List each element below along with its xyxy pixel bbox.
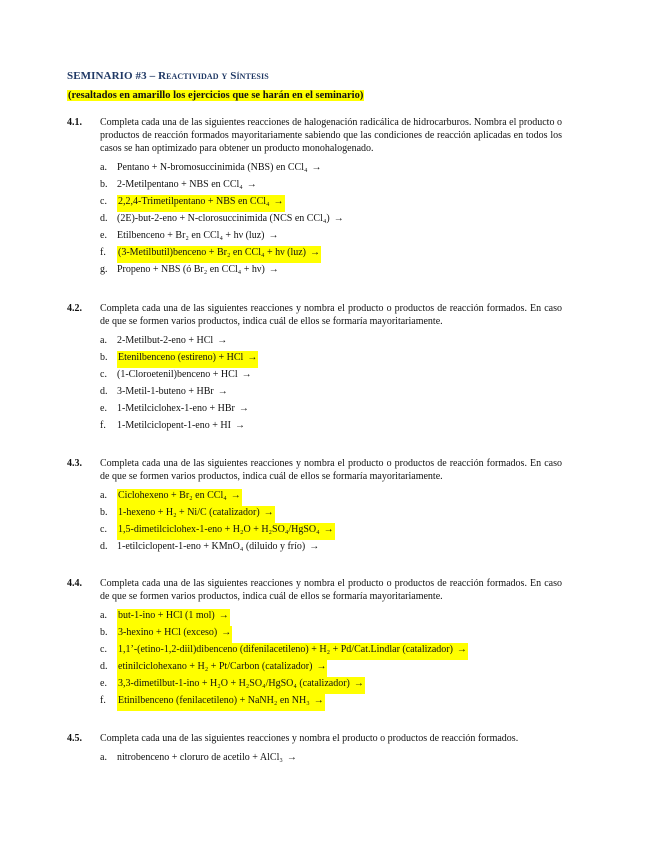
exercise-instructions: Completa cada una de las siguientes reacciones y nombra el producto o productos de reacción formados. En caso de que se formen varios productos, indica cuál de ellos se formaría mayoritariamente. <box>100 303 562 327</box>
reaction-arrow-icon: → <box>323 524 334 535</box>
reaction-text <box>117 178 257 195</box>
item-letter: d. <box>100 541 108 552</box>
item-letter: f. <box>100 247 106 258</box>
reaction-arrow-icon: → <box>353 678 364 689</box>
exercise-number: 4.2. <box>67 303 82 314</box>
highlighted-reaction-text <box>117 351 258 368</box>
reaction-equation: (1-Cloroetenil)benceno + HCl <box>117 369 238 380</box>
highlighted-reaction-text <box>117 506 275 523</box>
item-letter: b. <box>100 352 108 363</box>
item-letter: c. <box>100 644 107 655</box>
reaction-item <box>100 489 562 506</box>
reaction-list <box>100 334 562 436</box>
item-letter: e. <box>100 230 107 241</box>
reaction-arrow-icon: → <box>217 386 228 397</box>
reaction-equation: 3-hexino + HCl (exceso) <box>118 627 218 638</box>
reaction-text <box>117 385 228 402</box>
exercise-section <box>67 302 562 436</box>
reaction-item <box>100 523 562 540</box>
reaction-text <box>117 402 249 419</box>
item-letter: f. <box>100 420 106 431</box>
title-dash: – <box>146 70 159 82</box>
exercise-number: 4.5. <box>67 733 82 744</box>
highlighted-reaction-text <box>117 677 365 694</box>
highlighted-reaction-text <box>117 246 321 263</box>
reaction-equation: Etenilbenceno (estireno) + HCl <box>118 352 244 363</box>
reaction-arrow-icon: → <box>310 247 321 258</box>
reaction-equation: Etinilbenceno (fenilacetileno) + NaNH₂ en NH₃ <box>118 695 310 706</box>
reaction-text <box>117 334 227 351</box>
reaction-arrow-icon: → <box>230 490 241 501</box>
item-letter: b. <box>100 507 108 518</box>
reaction-equation: but-1-ino + HCl (1 mol) <box>118 610 215 621</box>
reaction-list <box>100 161 562 280</box>
item-letter: e. <box>100 678 107 689</box>
reaction-equation: 1,5-dimetilciclohex-1-eno + H₂O + H₂SO₄/HgSO₄ <box>118 524 320 535</box>
reaction-equation: etinilciclohexano + H₂ + Pt/Carbon (catalizador) <box>118 661 313 672</box>
reaction-equation: 1-Metilciclopent-1-eno + HI <box>117 420 231 431</box>
item-letter: a. <box>100 610 107 621</box>
reaction-arrow-icon: → <box>316 661 327 672</box>
reaction-item <box>100 351 562 368</box>
reaction-arrow-icon: → <box>268 264 279 275</box>
reaction-arrow-icon: → <box>221 627 232 638</box>
reaction-list <box>100 751 562 768</box>
document-title <box>67 70 269 82</box>
reaction-arrow-icon: → <box>333 213 344 224</box>
reaction-list <box>100 609 562 711</box>
highlighted-reaction-text <box>117 523 335 540</box>
reaction-text <box>117 540 319 557</box>
reaction-text <box>117 229 278 246</box>
exercise-section <box>67 732 562 768</box>
reaction-equation: 1-etilciclopent-1-eno + KMnO₄ (diluido y frío) <box>117 541 306 552</box>
reaction-item <box>100 246 562 263</box>
reaction-item <box>100 229 562 246</box>
item-letter: d. <box>100 386 108 397</box>
exercise-section <box>67 116 562 280</box>
reaction-arrow-icon: → <box>246 179 257 190</box>
reaction-item <box>100 334 562 351</box>
highlighted-reaction-text <box>117 489 242 506</box>
reaction-arrow-icon: → <box>241 369 252 380</box>
reaction-arrow-icon: → <box>286 752 297 763</box>
reaction-equation: 3-Metil-1-buteno + HBr <box>117 386 214 397</box>
reaction-equation: nitrobenceno + cloruro de acetilo + AlCl₃ <box>117 752 283 763</box>
reaction-item <box>100 419 562 436</box>
reaction-text <box>117 161 322 178</box>
reaction-item <box>100 609 562 626</box>
highlight-note: (resaltados en amarillo los ejercicios que se harán en el seminario) <box>68 90 364 101</box>
item-letter: f. <box>100 695 106 706</box>
item-letter: a. <box>100 490 107 501</box>
reaction-equation: 2-Metilpentano + NBS en CCl₄ <box>117 179 243 190</box>
reaction-text <box>117 263 279 280</box>
item-letter: c. <box>100 369 107 380</box>
exercise-number: 4.4. <box>67 578 82 589</box>
reaction-equation: (3-Metilbutil)benceno + Br₂ en CCl₄ + hν (luz) <box>118 247 307 258</box>
reaction-equation: Propeno + NBS (ó Br₂ en CCl₄ + hν) <box>117 264 265 275</box>
exercise-instructions: Completa cada una de las siguientes reacciones y nombra el producto o productos de reacción formados. <box>100 733 519 744</box>
reaction-arrow-icon: → <box>217 335 228 346</box>
reaction-arrow-icon: → <box>218 610 229 621</box>
reaction-item <box>100 540 562 557</box>
reaction-item <box>100 178 562 195</box>
exercise-statement <box>67 302 562 328</box>
reaction-equation: 2-Metilbut-2-eno + HCl <box>117 335 214 346</box>
reaction-arrow-icon: → <box>456 644 467 655</box>
item-letter: a. <box>100 162 107 173</box>
highlighted-reaction-text <box>117 660 327 677</box>
reaction-text <box>117 212 344 229</box>
exercise-instructions: Completa cada una de las siguientes reacciones de halogenación radicálica de hidrocarburos. Nombra el producto o productos de reacción formados mayoritariamente sabiendo que las condiciones de reacción aplicadas en todos los casos se han optimizado para obtener un producto monohalogenado. <box>100 117 562 154</box>
reaction-text <box>117 368 252 385</box>
reaction-arrow-icon: → <box>238 403 249 414</box>
item-letter: c. <box>100 524 107 535</box>
reaction-text <box>117 419 245 436</box>
exercise-section <box>67 457 562 557</box>
exercise-instructions: Completa cada una de las siguientes reacciones y nombra el producto o productos de reacción formados. En caso de que se formen varios productos, indica cuál de ellos se formaría mayoritariamente. <box>100 458 562 482</box>
reaction-item <box>100 677 562 694</box>
reaction-item <box>100 643 562 660</box>
item-letter: g. <box>100 264 108 275</box>
item-letter: a. <box>100 752 107 763</box>
reaction-equation: Pentano + N-bromosuccinimida (NBS) en CCl₄ <box>117 162 308 173</box>
reaction-arrow-icon: → <box>273 196 284 207</box>
reaction-arrow-icon: → <box>268 230 279 241</box>
reaction-item <box>100 212 562 229</box>
reaction-item <box>100 161 562 178</box>
reaction-arrow-icon: → <box>311 162 322 173</box>
item-letter: e. <box>100 403 107 414</box>
reaction-arrow-icon: → <box>313 695 324 706</box>
reaction-arrow-icon: → <box>247 352 258 363</box>
highlighted-reaction-text <box>117 694 325 711</box>
item-letter: d. <box>100 661 108 672</box>
item-letter: d. <box>100 213 108 224</box>
reaction-item <box>100 385 562 402</box>
exercise-instructions: Completa cada una de las siguientes reacciones y nombra el producto o productos de reacción formados. En caso de que se formen varios productos, indica cuál de ellos se formaría mayoritariamente. <box>100 578 562 602</box>
item-letter: a. <box>100 335 107 346</box>
exercise-section <box>67 577 562 711</box>
highlighted-reaction-text <box>117 195 285 212</box>
highlighted-reaction-text <box>117 626 232 643</box>
reaction-item <box>100 263 562 280</box>
reaction-text <box>117 751 297 768</box>
item-letter: c. <box>100 196 107 207</box>
reaction-equation: 1-hexeno + H₂ + Ni/C (catalizador) <box>118 507 260 518</box>
reaction-equation: 2,2,4-Trimetilpentano + NBS en CCl₄ <box>118 196 270 207</box>
exercise-number: 4.1. <box>67 117 82 128</box>
reaction-equation: 1-Metilciclohex-1-eno + HBr <box>117 403 235 414</box>
title-subtitle: Reactividad y Síntesis <box>158 70 269 82</box>
exercise-statement <box>67 732 562 745</box>
reaction-arrow-icon: → <box>263 507 274 518</box>
exercise-statement <box>67 457 562 483</box>
item-letter: b. <box>100 179 108 190</box>
highlighted-reaction-text <box>117 643 468 660</box>
reaction-item <box>100 660 562 677</box>
reaction-equation: 3,3-dimetilbut-1-ino + H₂O + H₂SO₄/HgSO₄ (catalizador) <box>118 678 350 689</box>
title-main: SEMINARIO #3 <box>67 70 147 82</box>
reaction-item <box>100 402 562 419</box>
reaction-list <box>100 489 562 557</box>
reaction-item <box>100 626 562 643</box>
reaction-item <box>100 506 562 523</box>
highlighted-reaction-text <box>117 609 230 626</box>
reaction-arrow-icon: → <box>309 541 320 552</box>
reaction-equation: Etilbenceno + Br₂ en CCl₄ + hν (luz) <box>117 230 265 241</box>
reaction-arrow-icon: → <box>234 420 245 431</box>
reaction-equation: 1,1’-(etino-1,2-diil)dibenceno (difenilacetileno) + H₂ + Pd/Cat.Lindlar (catalizador) <box>118 644 453 655</box>
reaction-equation: Ciclohexeno + Br₂ en CCl₄ <box>118 490 227 501</box>
exercise-statement <box>67 116 562 155</box>
item-letter: b. <box>100 627 108 638</box>
reaction-item <box>100 195 562 212</box>
reaction-item <box>100 368 562 385</box>
reaction-item <box>100 751 562 768</box>
exercise-number: 4.3. <box>67 458 82 469</box>
reaction-item <box>100 694 562 711</box>
reaction-equation: (2E)-but-2-eno + N-clorosuccinimida (NCS en CCl₄) <box>117 213 330 224</box>
exercise-statement <box>67 577 562 603</box>
